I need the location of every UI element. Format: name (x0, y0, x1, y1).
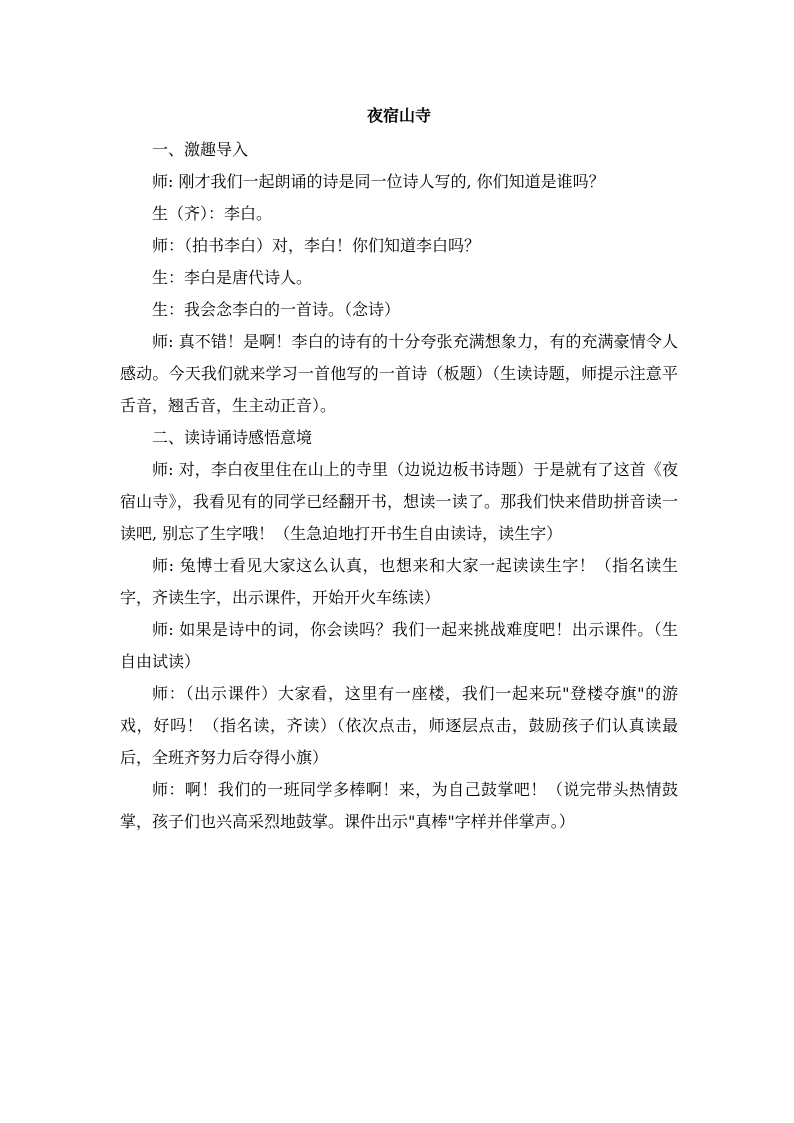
paragraph-5: 生：我会念李白的一首诗。（念诗） (152, 300, 401, 319)
paragraph-10: 师：（出示课件）大家看，这里有一座楼，我们一起来玩"登楼夺旗"的游戏，好吗！（指名读，齐读）（依次点击，师逐层点击，鼓励孩子们认真读最后，全班齐努力后夺得小旗） (120, 684, 678, 767)
paragraph-3: 师：（拍书李白）对，李白！你们知道李白吗？ (152, 236, 481, 255)
paragraph-1: 师: 刚才我们一起朗诵的诗是同一位诗人写的, 你们知道是谁吗？ (152, 172, 605, 191)
paragraph-4: 生：李白是唐代诗人。 (152, 268, 313, 287)
section-heading-2: 二、读诗诵诗感悟意境 (152, 428, 313, 447)
document-title: 夜宿山寺 (366, 106, 431, 125)
document-body (120, 100, 678, 838)
paragraph-11: 师：啊！我们的一班同学多棒啊！来，为自己鼓掌吧！（说完带头热情鼓掌，孩子们也兴高采烈地鼓掌。课件出示"真棒"字样并伴掌声。） (120, 780, 678, 831)
paragraph-7: 师: 对，李白夜里住在山上的寺里（边说边板书诗题）于是就有了这首《夜宿山寺》，我看见有的同学已经翻开书，想读一读了。那我们快来借助拼音读一读吧, 别忘了生字哦！（生急迫地打开书生自由读诗，读生字） (120, 460, 678, 543)
section-heading-1: 一、激趣导入 (152, 140, 249, 159)
paragraph-2: 生（齐）：李白。 (152, 204, 273, 223)
paragraph-9: 师: 如果是诗中的词，你会读吗？我们一起来挑战难度吧！出示课件。（生自由试读） (120, 620, 678, 671)
paragraph-8: 师: 兔博士看见大家这么认真，也想来和大家一起读读生字！（指名读生字，齐读生字，出示课件，开始开火车练读） (120, 556, 678, 607)
paragraph-6: 师: 真不错！是啊！李白的诗有的十分夸张充满想象力，有的充满豪情令人感动。今天我们就来学习一首他写的一首诗（板题）（生读诗题，师提示注意平舌音，翘舌音，生主动正音）。 (120, 332, 678, 415)
